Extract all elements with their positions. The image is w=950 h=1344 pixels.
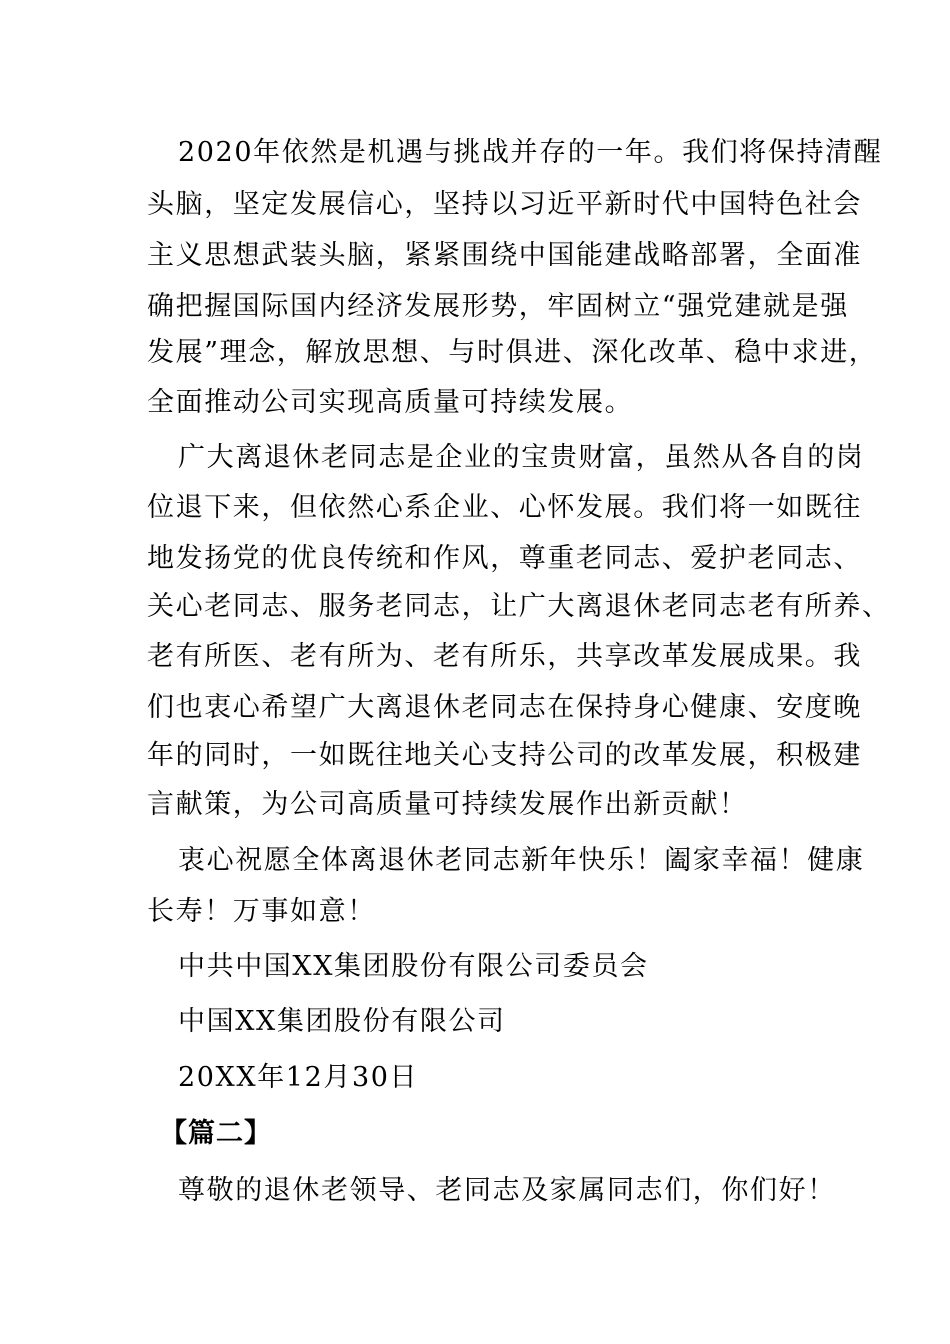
paragraph-1-line-6: 全面推动公司实现高质量可持续发展。: [147, 387, 634, 418]
paragraph-1-line-4: 确把握国际国内经济发展形势，牢固树立“强党建就是强: [147, 291, 849, 322]
paragraph-3-line-2: 长寿！万事如意！: [147, 896, 376, 927]
paragraph-2-line-5: 老有所医、老有所为、老有所乐，共享改革发展成果。我: [147, 641, 862, 672]
paragraph-1-line-5: 发展”理念，解放思想、与时俱进、深化改革、稳中求进，: [147, 337, 878, 368]
greeting-line: 尊敬的退休老领导、老同志及家属同志们，你们好！: [178, 1175, 836, 1206]
paragraph-1-line-2: 头脑，坚定发展信心，坚持以习近平新时代中国特色社会: [147, 189, 862, 220]
paragraph-2-line-6: 们也衷心希望广大离退休老同志在保持身心健康、安度晚: [147, 692, 862, 723]
paragraph-1-line-3: 主义思想武装头脑，紧紧围绕中国能建战略部署，全面准: [147, 240, 862, 271]
signature-org-2: 中国XX集团股份有限公司: [178, 1006, 506, 1037]
signature-date: 20XX年12月30日: [178, 1062, 419, 1093]
paragraph-2-line-8: 言献策，为公司高质量可持续发展作出新贡献！: [147, 789, 748, 820]
section-heading: 【篇二】: [160, 1118, 272, 1149]
paragraph-2-line-3: 地发扬党的优良传统和作风，尊重老同志、爱护老同志、: [147, 543, 862, 574]
paragraph-2-line-7: 年的同时，一如既往地关心支持公司的改革发展，积极建: [147, 740, 862, 771]
paragraph-2-line-4: 关心老同志、服务老同志，让广大离退休老同志老有所养、: [147, 591, 891, 622]
paragraph-2-line-2: 位退下来，但依然心系企业、心怀发展。我们将一如既往: [147, 492, 862, 523]
paragraph-1-line-1: 2020年依然是机遇与挑战并存的一年。我们将保持清醒: [178, 137, 883, 168]
signature-org-1: 中共中国XX集团股份有限公司委员会: [178, 951, 649, 982]
paragraph-3-line-1: 衷心祝愿全体离退休老同志新年快乐！阖家幸福！健康: [178, 845, 865, 876]
paragraph-2-line-1: 广大离退休老同志是企业的宝贵财富，虽然从各自的岗: [178, 442, 865, 473]
